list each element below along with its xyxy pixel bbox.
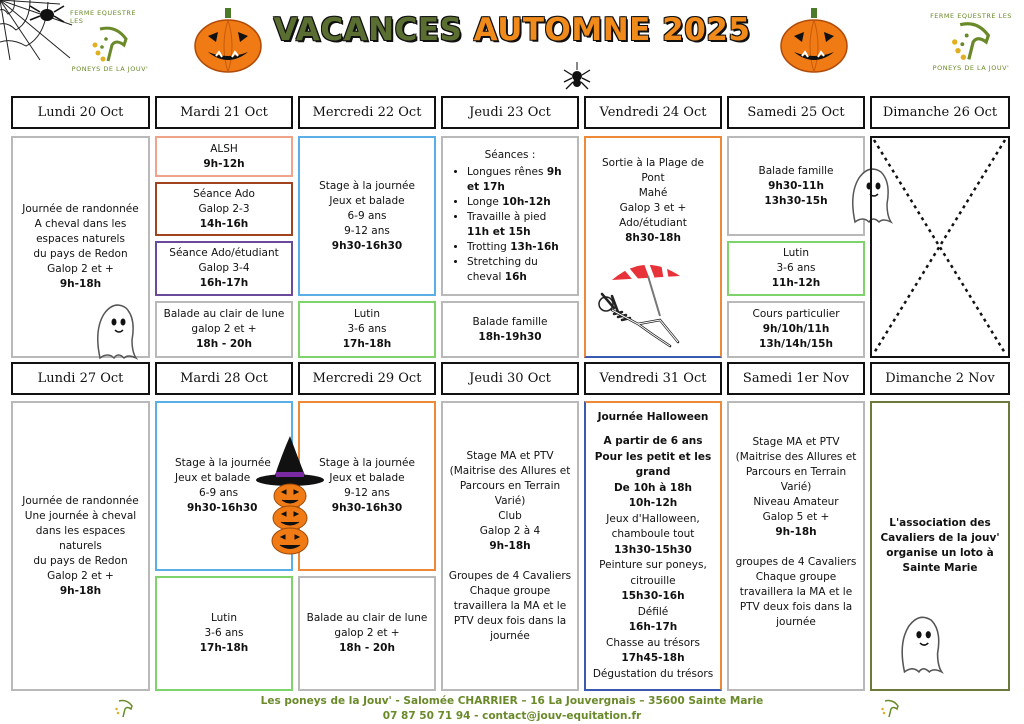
text-line: Chaque groupe: [755, 571, 837, 583]
page-title: [0, 12, 1024, 48]
text-line: naturels: [59, 539, 102, 552]
title-part1: VACANCES: [273, 12, 463, 48]
text-line: Lutin: [210, 612, 237, 624]
text-line: Journée de randonnée: [22, 203, 139, 215]
skeleton-icon: [592, 290, 688, 352]
activity-tue21-moonlight: [155, 301, 293, 358]
text-line: (Maitrise des Allures et: [735, 451, 857, 463]
text-line: Jeux et balade: [329, 194, 405, 207]
text-line: Défilé: [637, 605, 669, 618]
spider-icon: [562, 62, 592, 92]
text-line: Peinture sur poneys,: [599, 559, 707, 572]
time-text: 9h-18h: [489, 539, 531, 552]
time-text: 9h-12h: [203, 157, 245, 170]
text-line: Lutin: [782, 247, 809, 259]
text-line: journée: [490, 629, 530, 642]
text-line: Niveau Amateur: [753, 496, 839, 508]
text-line: Parcours en Terrain: [459, 479, 561, 492]
text-line: Séance Ado/étudiant: [169, 247, 279, 259]
text-line: Parcours en Terrain: [745, 466, 847, 478]
text-line: Galop 2-3: [198, 202, 250, 215]
text-line: Jeux d'Halloween,: [606, 512, 700, 525]
text-line: (Maitrise des Allures et: [449, 464, 571, 477]
text-line: du pays de Redon: [33, 554, 128, 567]
day-header: Lundi 20 Oct: [11, 96, 150, 129]
activity-wed22-stage: [298, 136, 436, 296]
time-text: 14h-16h: [199, 217, 249, 230]
day-header: Dimanche 26 Oct: [870, 96, 1010, 129]
day-header: Mardi 21 Oct: [155, 96, 293, 129]
text-line: Sortie à la Plage de Pont: [602, 157, 704, 184]
ghost-icon: [92, 300, 138, 360]
activity-tue21-ado-etudiant: [155, 241, 293, 296]
text-line: Galop 3 et +: [619, 202, 687, 214]
text-line: L'association des: [889, 517, 991, 529]
text-line: espaces naturels: [36, 233, 125, 245]
text-line: galop 2 et +: [334, 627, 400, 639]
time-text: 13h-16h: [510, 240, 559, 253]
time-text: 9h-18h: [775, 526, 817, 538]
day-header: Vendredi 24 Oct: [584, 96, 722, 129]
text-line: 6-9 ans: [199, 487, 239, 499]
time-text: 13h/14h/15h: [759, 338, 833, 350]
time-text: 9h30-11h: [768, 179, 824, 192]
text-line: ALSH: [210, 142, 238, 155]
text-line: Balade famille: [472, 315, 548, 328]
text-line: 3-6 ans: [347, 323, 387, 335]
text-line: travaillera la MA et le: [739, 586, 853, 598]
text-line: Stretching du cheval: [467, 255, 538, 283]
text-line: Séance Ado: [193, 187, 255, 200]
time-text: 9h-18h: [59, 278, 102, 290]
day-header: Mercredi 29 Oct: [298, 362, 436, 395]
activity-thu23-balade: [441, 301, 579, 358]
text-line: Une journée à cheval: [24, 509, 137, 522]
closed-day-sun26: [870, 136, 1010, 358]
activity-sat01-stage: [727, 401, 865, 691]
text-line: Varié): [780, 481, 812, 493]
time-text: 16h-17h: [199, 277, 249, 289]
text-line: Stage à la journée: [319, 457, 415, 469]
time-text: 9h/10h/11h: [762, 323, 830, 335]
text-line: Cours particulier: [752, 308, 840, 320]
time-text: 11h-12h: [771, 277, 821, 289]
text-line: Balade au clair de lune: [306, 612, 428, 624]
activity-fri31-halloween: [584, 401, 722, 691]
witch-hat-icon: [252, 434, 326, 556]
activity-thu30-stage: [441, 401, 579, 691]
activity-sat25-balade: [727, 136, 865, 236]
text-line: Varié): [494, 494, 526, 507]
time-text: 17h-18h: [199, 642, 249, 654]
text-line: citrouille: [630, 574, 676, 587]
day-header: Samedi 25 Oct: [727, 96, 865, 129]
text-line: Balade famille: [758, 164, 834, 177]
text-line: Stage à la journée: [319, 179, 415, 192]
text-line: Jeux et balade: [175, 472, 251, 484]
ghost-icon: [896, 612, 944, 674]
time-text: 17h-18h: [342, 338, 392, 350]
activity-sat25-lutin: [727, 241, 865, 296]
text-line: 3-6 ans: [776, 262, 816, 274]
time-text: 9h30-16h30: [331, 239, 403, 252]
text-line: du pays de Redon: [33, 248, 128, 260]
day-header: Mercredi 22 Oct: [298, 96, 436, 129]
horse-logo-icon: [878, 698, 902, 720]
text-line: A partir de 6 ans: [603, 435, 703, 448]
text-line: De 10h à 18h: [613, 481, 693, 494]
text-line: Lutin: [353, 308, 380, 320]
list-item: [467, 165, 571, 195]
time-text: 9h30-16h30: [187, 502, 258, 514]
text-line: PTV deux fois dans la: [453, 614, 567, 627]
text-line: 3-6 ans: [204, 627, 244, 639]
text-line: Travaille à pied: [467, 210, 547, 223]
text-line: Balade au clair de lune: [163, 308, 285, 320]
activity-sat25-cours: [727, 301, 865, 358]
text-line: Galop 2 et +: [47, 263, 114, 275]
time-text: 18h-19h30: [478, 330, 542, 343]
text-line: Chaque groupe: [469, 584, 551, 597]
text-line: journée: [776, 616, 816, 628]
time-text: 15h30-16h: [621, 590, 685, 603]
text-line: Séances :: [484, 148, 536, 161]
text-line: Galop 2 et +: [47, 569, 114, 582]
text-line: Groupes de 4 Cavaliers: [448, 569, 572, 582]
text-line: 9-12 ans: [344, 487, 390, 499]
text-line: Jeux et balade: [329, 472, 405, 484]
text-line: Longe: [467, 195, 503, 208]
time-text: 9h-18h: [59, 584, 102, 597]
logo-top-text: FERME EQUESTRE LES: [930, 12, 1012, 20]
text-line: PTV deux fois dans la: [739, 601, 853, 613]
text-line: Sainte Marie: [902, 562, 978, 574]
text-line: Galop 2 à 4: [479, 524, 541, 537]
time-text: 13h30-15h: [764, 194, 828, 207]
list-item: [467, 255, 571, 285]
text-line: Chasse au trésors: [606, 636, 700, 649]
logo-bottom-text: PONEYS DE LA JOUV': [71, 65, 149, 73]
text-line: travaillera la MA et le: [453, 599, 567, 612]
time-text: 10h-12h: [628, 497, 678, 510]
day-header: Mardi 28 Oct: [155, 362, 293, 395]
time-text: 18h - 20h: [196, 338, 252, 350]
day-header: Samedi 1er Nov: [727, 362, 865, 395]
activity-wed29-moonlight: [298, 576, 436, 691]
logo-top-text: FERME EQUESTRE LES: [70, 9, 136, 25]
text-line: Mahé: [638, 187, 668, 199]
logo-bottom-text: PONEYS DE LA JOUV': [932, 64, 1010, 72]
activity-tue21-alsh: [155, 136, 293, 177]
day-header: Vendredi 31 Oct: [584, 362, 722, 395]
pumpkin-icon: [272, 484, 308, 554]
seance-list: [449, 165, 571, 285]
text-line: groupes de 4 Cavaliers: [735, 556, 857, 568]
time-text: 8h30-18h: [625, 232, 681, 244]
time-text: 16h: [504, 270, 527, 283]
list-item: [467, 240, 571, 255]
text-line: Club: [498, 509, 522, 522]
text-line: chamboule tout: [611, 528, 695, 541]
day-header: Jeudi 30 Oct: [441, 362, 579, 395]
text-line: Longues rênes: [467, 165, 547, 178]
list-item: [467, 210, 571, 240]
text-line: 6-9 ans: [347, 209, 387, 222]
title-part2: AUTOMNE 2025: [473, 12, 751, 48]
activity-tue28-lutin: [155, 576, 293, 691]
text-line: dans les espaces: [35, 524, 126, 537]
day-header: Lundi 27 Oct: [11, 362, 150, 395]
time-text: 16h-17h: [628, 621, 678, 634]
text-line: Stage MA et PTV: [466, 449, 554, 462]
text-line: Stage MA et PTV: [752, 436, 840, 448]
text-line: Pour les petit et les grand: [594, 450, 712, 479]
activity-wed22-lutin: [298, 301, 436, 358]
time-text: 18h - 20h: [339, 642, 395, 654]
time-text: 10h-12h: [502, 195, 551, 208]
activity-thu23-seances: [441, 136, 579, 296]
text-line: Ado/étudiant: [619, 217, 687, 229]
text-line: Galop 5 et +: [762, 511, 830, 523]
text-line: Cavaliers de la jouv': [880, 532, 1000, 544]
text-line: A cheval dans les: [34, 218, 127, 230]
time-text: 17h45-18h: [621, 652, 685, 665]
time-text: 11h et 15h: [467, 225, 531, 238]
day-header: Dimanche 2 Nov: [870, 362, 1010, 395]
horse-logo-icon: [112, 698, 136, 720]
text-line: organise un loto à: [886, 547, 994, 559]
activity-mon-27: [11, 401, 150, 691]
text-line: galop 2 et +: [191, 323, 257, 335]
text-line: Stage à la journée: [175, 457, 271, 469]
footer-contact: 07 87 50 71 94 - contact@jouv-equitation.fr: [382, 710, 642, 722]
text-line: Journée Halloween: [597, 410, 709, 423]
text-line: 9-12 ans: [344, 224, 390, 237]
time-text: 13h30-15h30: [614, 543, 692, 556]
text-line: Trotting: [467, 240, 511, 253]
time-text: 9h et 17h: [467, 165, 562, 193]
footer-address: Les poneys de la Jouv' - Salomée CHARRIER – 16 La Jouvergnais – 35600 Sainte Marie: [260, 695, 764, 707]
text-line: Galop 3-4: [198, 262, 250, 274]
text-line: Dégustation du trésors: [592, 667, 714, 680]
time-text: 9h30-16h30: [331, 502, 403, 514]
activity-tue21-ado: [155, 182, 293, 236]
text-line: Journée de randonnée: [22, 494, 139, 507]
day-header: Jeudi 23 Oct: [441, 96, 579, 129]
list-item: [467, 195, 571, 210]
cross-icon: [872, 138, 1007, 355]
